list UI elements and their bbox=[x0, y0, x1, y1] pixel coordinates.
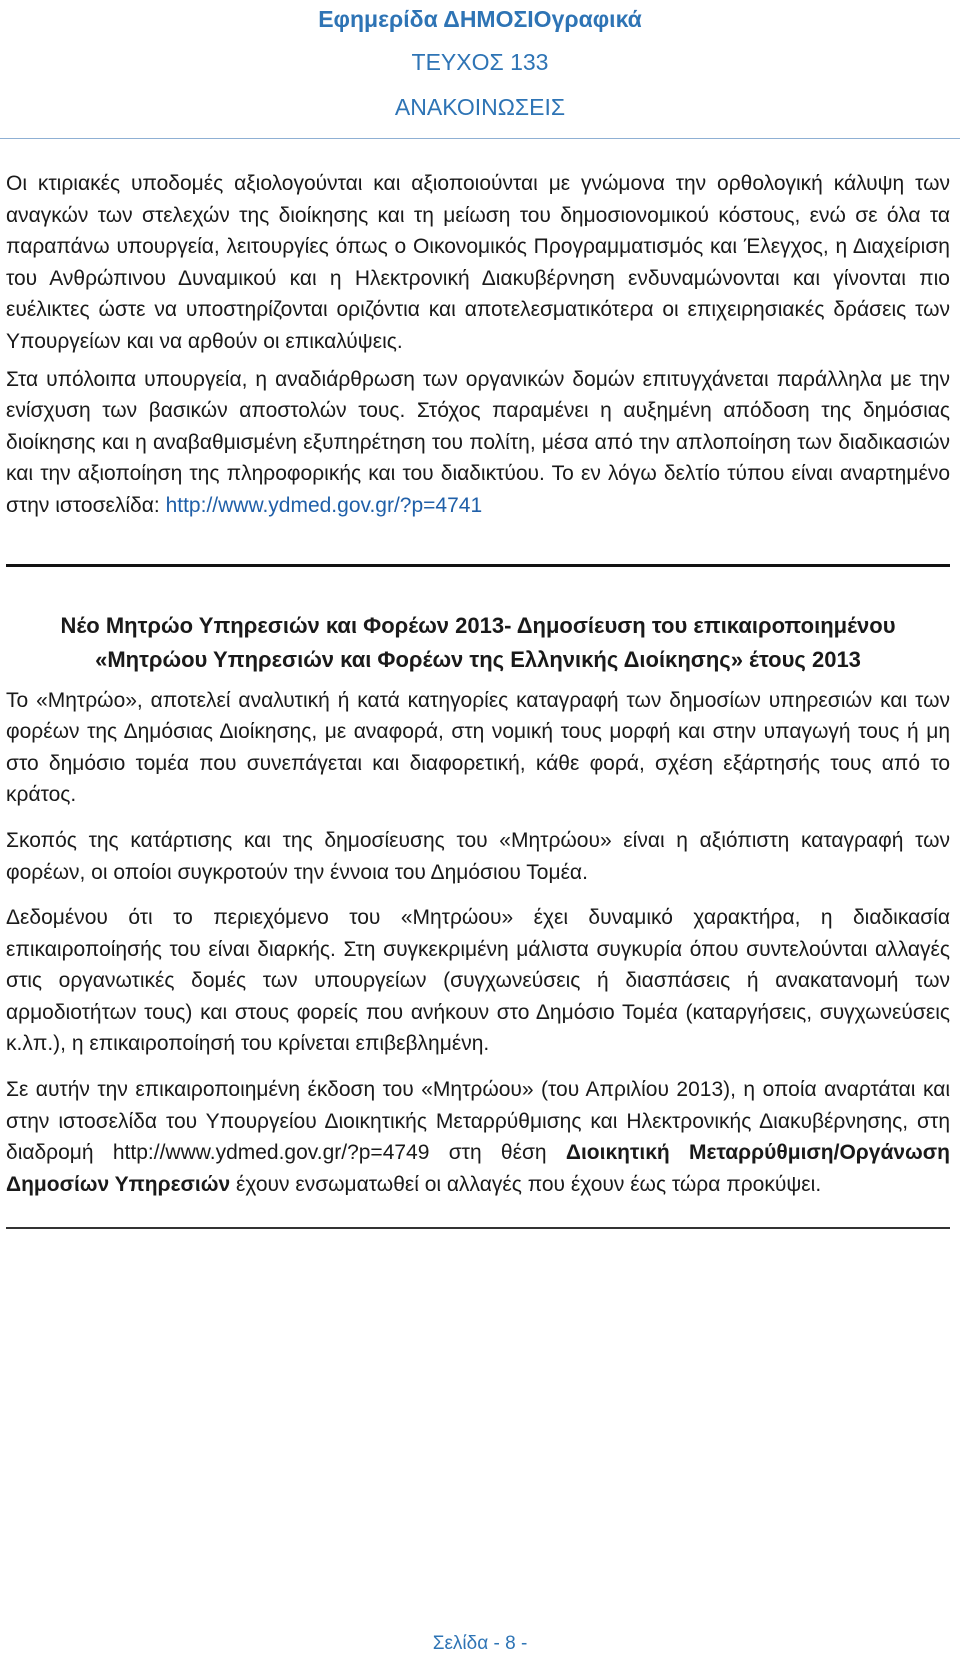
page-number: Σελίδα - 8 - bbox=[432, 1633, 528, 1654]
article-1-paragraph-2 bbox=[6, 364, 950, 522]
issue-number: ΤΕΥΧΟΣ 133 bbox=[411, 49, 549, 75]
article-2-paragraph-4-end: έχουν ενσωματωθεί οι αλλαγές που έχουν έως τώρα προκύψει. bbox=[236, 1172, 822, 1196]
article-2-paragraph-4 bbox=[6, 1074, 950, 1200]
header-divider bbox=[0, 138, 960, 139]
article-1 bbox=[6, 168, 950, 522]
newspaper-title: Εφημερίδα ΔΗΜΟΣΙΟγραφικά bbox=[318, 6, 642, 32]
article-1-paragraph-2-text: Στα υπόλοιπα υπουργεία, η αναδιάρθρωση των οργανικών δομών επιτυγχάνεται παράλληλα με την ενίσχυση των βασικών αποστολών τους. Στόχος παραμένει η αυξημένη απόδοση της δημόσιας διοίκησης και η αναβαθμισμένη εξυπηρέτηση του πολίτη, μέσα από την απλοποίηση των διαδικασιών και την αξιοποίηση της πληροφορικής και του διαδικτύου. Το εν λόγω δελτίο τύπου είναι αναρτημένο στην ιστοσελίδα: bbox=[6, 367, 950, 517]
article-divider bbox=[6, 564, 950, 567]
article-2-paragraph-3: Δεδομένου ότι το περιεχόμενο του «Μητρώου» έχει δυναμικό χαρακτήρα, η διαδικασία επικαιροποίησής του είναι διαρκής. Στη συγκεκριμένη μάλιστα συγκυρία όπου συντελούνται αλλαγές στις οργανωτικές δομές των υπουργείων (συγχωνεύσεις ή διασπάσεις ή ανακατανομή των αρμοδιοτήτων τους) και στους φορείς που ανήκουν στο Δημόσιο Τομέα (καταργήσεις, συγχωνεύσεις κ.λπ.), η επικαιροποίησή του κρίνεται επιβεβλημένη. bbox=[6, 906, 950, 1056]
footer-divider bbox=[6, 1227, 950, 1229]
registry-location-label: Διοικητική Μεταρρύθμιση/Οργάνωση Δημοσίων Υπηρεσιών bbox=[6, 1141, 950, 1196]
article-1-paragraph-1: Οι κτιριακές υποδομές αξιολογούνται και αξιοποιούνται με γνώμονα την ορθολογική κάλυψη των αναγκών των στελεχών της διοίκησης και τη μείωση του δημοσιονομικού κόστους, ενώ σε όλα τα παραπάνω υπουργεία, λειτουργίες όπως ο Οικονομικός Προγραμματισμός και Έλεγχος, η Διαχείριση του Ανθρώπινου Δυναμικού και η Ηλεκτρονική Διακυβέρνηση ενδυναμώνονται και γίνονται πιο ευέλικτες ώστε να υποστηρίζονται οριζόντια και αποτελεσματικότερα οι επιχειρησιακές δράσεις των Υπουργείων και να αρθούν οι επικαλύψεις. bbox=[6, 172, 950, 353]
article-2-title: Νέο Μητρώο Υπηρεσιών και Φορέων 2013- Δημοσίευση του επικαιροποιημένου «Μητρώου Υπηρεσιών και Φορέων της Ελληνικής Διοίκησης» έτους 2013 bbox=[60, 612, 896, 672]
article-2-paragraph-4-text: Σε αυτήν την επικαιροποιημένη έκδοση του «Μητρώου» (του Απριλίου 2013), η οποία αναρτάται και στην ιστοσελίδα του Υπουργείου Διοικητικής Μεταρρύθμισης και Ηλεκτρονικής Διακυβέρνησης, στη διαδρομή http://www.ydmed.gov.gr/?p=4749 στη θέση bbox=[6, 1078, 950, 1165]
article-2-paragraph-1: Το «Μητρώο», αποτελεί αναλυτική ή κατά κατηγορίες καταγραφή των δημοσίων υπηρεσιών και των φορέων της Δημόσιας Διοίκησης, με αναφορά, στη νομική τους μορφή και στην υπαγωγή τους ή μη στο δημόσιο τομέα που συνεπάγεται και διαφορετική, κάθε φορά, σχέση εξάρτησής τους από το κράτος. bbox=[6, 688, 950, 807]
page-content bbox=[6, 168, 950, 1229]
article-2-paragraph-2: Σκοπός της κατάρτισης και της δημοσίευσης του «Μητρώου» είναι η αξιόπιστη καταγραφή των φορέων, οι οποίοι συγκροτούν την έννοια του Δημόσιου Τομέα. bbox=[6, 828, 950, 884]
article-2 bbox=[6, 609, 950, 1201]
press-release-link[interactable]: http://www.ydmed.gov.gr/?p=4741 bbox=[165, 493, 483, 517]
section-title: ΑΝΑΚΟΙΝΩΣΕΙΣ bbox=[394, 94, 566, 120]
